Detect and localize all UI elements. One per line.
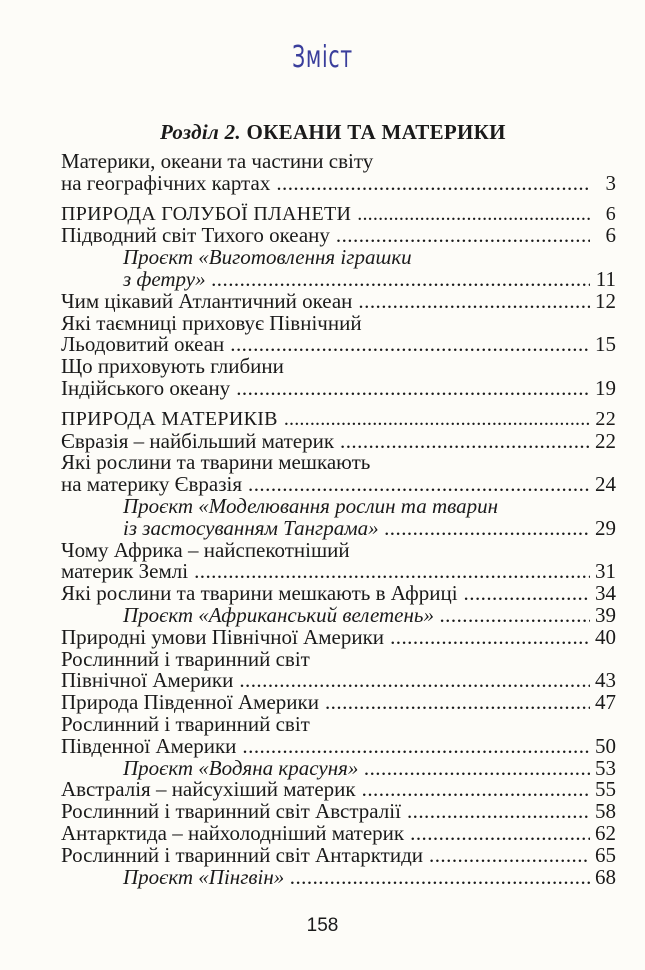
toc-line bbox=[61, 646, 616, 671]
toc-project bbox=[61, 247, 616, 291]
toc-page-number: 22 bbox=[595, 428, 616, 453]
section-name: ОКЕАНИ ТА МАТЕРИКИ bbox=[246, 120, 506, 144]
toc-entry-title: Природа Південної Америки bbox=[61, 690, 319, 715]
page-number: 158 bbox=[306, 915, 339, 936]
toc-line bbox=[61, 755, 616, 780]
toc-entry-title: Антарктида – найхолодніший материк bbox=[61, 820, 405, 845]
toc-page-number: 3 bbox=[605, 170, 616, 195]
toc-chapter bbox=[61, 409, 616, 431]
toc-entry-title: із застосуванням Танграма» bbox=[123, 515, 379, 540]
toc-entry-title: Які рослини та тварини мешкають в Африці bbox=[61, 581, 458, 606]
toc-page-number: 29 bbox=[595, 515, 616, 540]
toc-line bbox=[61, 692, 616, 714]
toc-project bbox=[61, 755, 616, 780]
toc-entry-title: на географічних картах bbox=[61, 170, 271, 195]
page-title: Зміст bbox=[292, 40, 353, 75]
toc-entry-title: Проєкт «Африканський велетень» bbox=[123, 602, 434, 627]
toc-line bbox=[61, 624, 616, 649]
toc-entry-title: Проєкт «Пінгвін» bbox=[123, 864, 285, 889]
dot-leader bbox=[423, 845, 590, 867]
toc-page-number: 43 bbox=[595, 668, 616, 693]
toc-entry-title: Проєкт «Виготовлення іграшки bbox=[123, 245, 412, 270]
toc-line bbox=[61, 151, 616, 173]
dot-leader bbox=[284, 867, 590, 889]
section-heading bbox=[160, 120, 506, 145]
toc-entry-title: Євразія – найбільший материк bbox=[61, 428, 335, 453]
toc-entry-title: ПРИРОДА ГОЛУБОЇ ПЛАНЕТИ bbox=[61, 202, 352, 225]
toc-entry bbox=[61, 310, 616, 357]
dot-leader bbox=[351, 204, 590, 226]
toc-line bbox=[61, 204, 616, 226]
toc-page-number: 34 bbox=[595, 581, 616, 606]
toc-page-number: 31 bbox=[595, 559, 616, 584]
toc-line bbox=[61, 583, 616, 605]
toc-entry bbox=[61, 225, 616, 247]
toc-entry-title: Льодовитий океан bbox=[61, 332, 225, 357]
toc-entry-title: Природні умови Північної Америки bbox=[61, 624, 385, 649]
dot-leader bbox=[404, 823, 590, 845]
toc-entry-title: Які таємниці приховує Північний bbox=[61, 310, 362, 335]
dot-leader bbox=[358, 758, 590, 780]
toc-line bbox=[61, 452, 616, 474]
toc-line bbox=[61, 820, 616, 845]
toc-entry-title: Північної Америки bbox=[61, 668, 234, 693]
toc-entry-title: Проєкт «Водяна красуня» bbox=[123, 755, 359, 780]
toc-entry-title: Чим цікавий Атлантичний океан bbox=[61, 288, 353, 313]
toc-entry bbox=[61, 779, 616, 801]
toc-page-number: 68 bbox=[595, 864, 616, 889]
toc-entry-title: з фетру» bbox=[123, 266, 206, 291]
toc-line bbox=[61, 266, 616, 291]
toc-line bbox=[61, 670, 616, 692]
toc-entry bbox=[61, 842, 616, 867]
dot-leader bbox=[236, 736, 590, 758]
toc-line bbox=[61, 474, 616, 496]
toc-page-number: 53 bbox=[595, 755, 616, 780]
toc-page-number: 22 bbox=[595, 407, 616, 430]
toc-entry-title: Проєкт «Моделювання рослин та тварин bbox=[123, 493, 499, 518]
toc-entry bbox=[61, 692, 616, 714]
toc-entry bbox=[61, 452, 616, 496]
dot-leader bbox=[379, 518, 590, 540]
toc-entry bbox=[61, 151, 616, 195]
dot-leader bbox=[330, 225, 590, 247]
toc-line bbox=[61, 711, 616, 736]
toc-entry bbox=[61, 801, 616, 823]
toc-line bbox=[61, 602, 616, 627]
dot-leader bbox=[188, 561, 590, 583]
toc-line bbox=[61, 334, 616, 356]
toc-entry bbox=[61, 356, 616, 400]
toc-line bbox=[61, 409, 616, 431]
toc-entry-title: материк Землі bbox=[61, 559, 189, 584]
toc-line bbox=[61, 375, 616, 400]
dot-leader bbox=[458, 583, 590, 605]
toc-page-number: 50 bbox=[595, 733, 616, 758]
toc-page-number: 40 bbox=[595, 624, 616, 649]
dot-leader bbox=[206, 269, 590, 291]
toc-entry-title: Підводний світ Тихого океану bbox=[61, 223, 330, 248]
toc-project bbox=[61, 493, 616, 540]
toc-line bbox=[61, 428, 616, 453]
toc-line bbox=[61, 247, 616, 269]
toc-line bbox=[61, 842, 616, 867]
dot-leader bbox=[352, 291, 590, 313]
toc-page-number: 65 bbox=[595, 842, 616, 867]
dot-leader bbox=[319, 692, 590, 714]
toc-line bbox=[61, 864, 616, 889]
toc-entry-title: Рослинний і тваринний світ bbox=[61, 646, 310, 671]
dot-leader bbox=[233, 670, 590, 692]
toc-page-number: 62 bbox=[595, 820, 616, 845]
toc-line bbox=[61, 288, 616, 313]
section-label: Розділ 2. bbox=[160, 120, 241, 144]
toc-entry-title: Австралія – найсухіший материк bbox=[61, 777, 356, 802]
toc-entry bbox=[61, 288, 616, 313]
toc-entry-title: Рослинний і тваринний світ Австралії bbox=[61, 799, 401, 824]
toc-page-number: 58 bbox=[595, 799, 616, 824]
toc-line bbox=[61, 225, 616, 247]
toc-line bbox=[61, 537, 616, 562]
toc-line bbox=[61, 310, 616, 335]
toc-entry bbox=[61, 820, 616, 845]
dot-leader bbox=[356, 779, 590, 801]
toc-entry-title: Чому Африка – найспекотніший bbox=[61, 537, 350, 562]
toc-page-number: 6 bbox=[605, 223, 616, 248]
toc-entry bbox=[61, 428, 616, 453]
toc-entry-title: Що приховують глибини bbox=[61, 354, 284, 379]
dot-leader bbox=[278, 409, 590, 431]
toc-page-number: 6 bbox=[605, 202, 616, 225]
table-of-contents bbox=[61, 151, 616, 888]
toc-entry-title: Материки, океани та частини світу bbox=[61, 149, 374, 173]
dot-leader bbox=[401, 801, 590, 823]
dot-leader bbox=[434, 605, 590, 627]
toc-entry bbox=[61, 537, 616, 584]
toc-page-number: 24 bbox=[595, 472, 616, 497]
toc-line bbox=[61, 170, 616, 195]
toc-line bbox=[61, 515, 616, 540]
toc-project bbox=[61, 602, 616, 627]
dot-leader bbox=[384, 627, 590, 649]
toc-line bbox=[61, 779, 616, 801]
toc-line bbox=[61, 493, 616, 518]
toc-entry-title: ПРИРОДА МАТЕРИКІВ bbox=[61, 407, 278, 430]
toc-entry-title: на материку Євразія bbox=[61, 472, 243, 497]
toc-entry bbox=[61, 583, 616, 605]
toc-page-number: 19 bbox=[595, 375, 616, 400]
dot-leader bbox=[224, 334, 590, 356]
toc-line bbox=[61, 561, 616, 583]
toc-entry-title: Рослинний і тваринний світ bbox=[61, 711, 310, 736]
toc-page-number: 11 bbox=[595, 266, 616, 291]
toc-page-number: 47 bbox=[595, 690, 616, 715]
toc-entry bbox=[61, 711, 616, 758]
toc-page-number: 55 bbox=[595, 777, 616, 802]
toc-page-number: 12 bbox=[595, 288, 616, 313]
toc-page-number: 39 bbox=[595, 602, 616, 627]
dot-leader bbox=[230, 378, 590, 400]
toc-line bbox=[61, 733, 616, 758]
dot-leader bbox=[270, 173, 590, 195]
dot-leader bbox=[242, 474, 590, 496]
toc-chapter bbox=[61, 204, 616, 226]
toc-entry-title: Південної Америки bbox=[61, 733, 237, 758]
dot-leader bbox=[334, 431, 590, 453]
toc-entry-title: Індійського океану bbox=[61, 375, 231, 400]
toc-entry bbox=[61, 646, 616, 693]
toc-line bbox=[61, 801, 616, 823]
toc-page-number: 15 bbox=[595, 332, 616, 357]
toc-line bbox=[61, 356, 616, 378]
toc-entry bbox=[61, 624, 616, 649]
toc-entry-title: Рослинний і тваринний світ Антарктиди bbox=[61, 842, 424, 867]
toc-project bbox=[61, 864, 616, 889]
toc-entry-title: Які рослини та тварини мешкають bbox=[61, 450, 371, 475]
